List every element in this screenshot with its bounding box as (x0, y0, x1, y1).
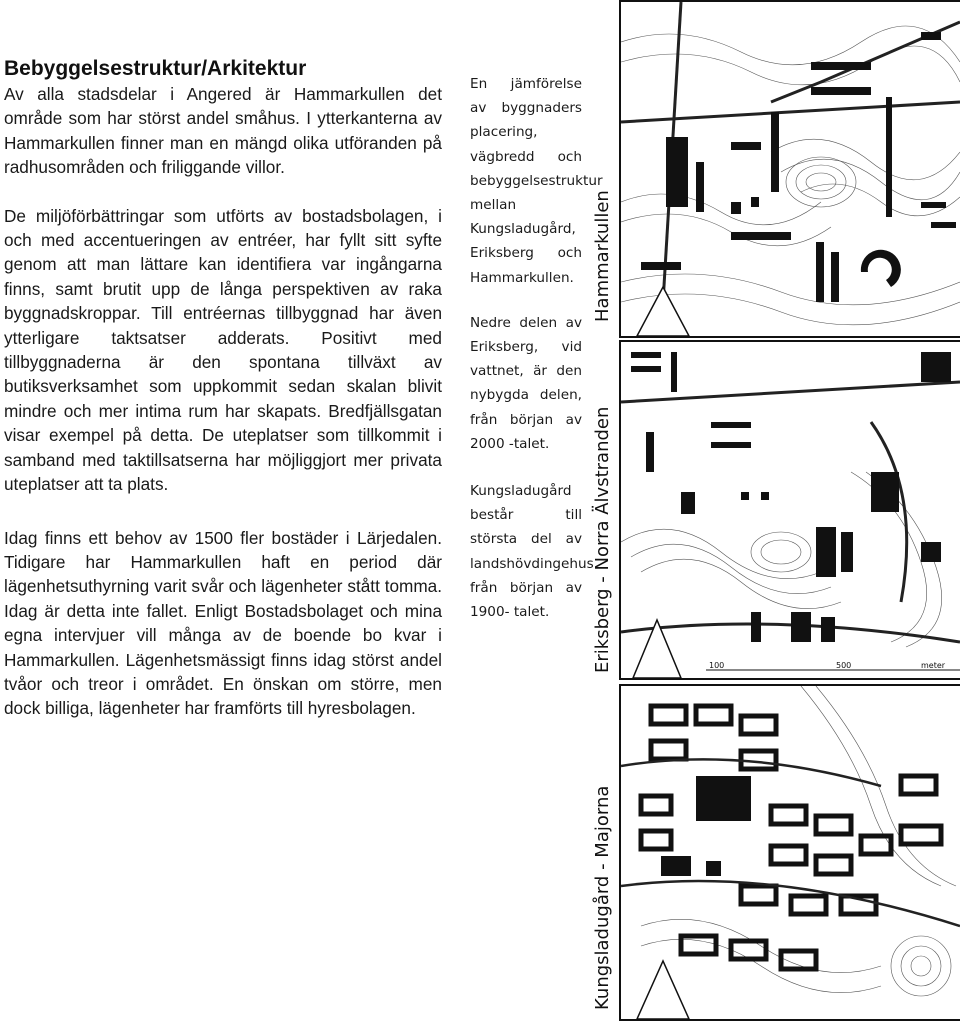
map-eriksberg (619, 340, 960, 680)
main-text-column (4, 56, 442, 721)
page-heading: Bebyggelsestruktur/Arkitektur (4, 57, 307, 80)
map-label-hammarkullen: Hammarkullen (592, 190, 613, 322)
map-kungsladugard (619, 684, 960, 1021)
map-label-kungsladugard: Kungsladugård - Majorna (592, 785, 613, 1010)
map-hammarkullen (619, 0, 960, 338)
paragraph-intro: Av alla stadsdelar i Angered är Hammarkullen det område som har störst andel småhus. I ytterkanterna av Hammarkullen finner man en mängd olika utföranden på radhusområden och friliggande villor. (4, 84, 442, 178)
map-label-eriksberg: Eriksberg - Norra Älvstranden (592, 406, 613, 673)
scale-tick-500: 500 (836, 661, 852, 670)
paragraph-improvements: De miljöförbättringar som utförts av bostadsbolagen, i och med accentueringen av entréer, har fyllt sitt syfte genom att man lättare kan identifiera var ingångarna finns, samt brutit upp de långa perspektiven av raka byggnadskroppar. Till entréernas tillbyggnad har även ytterligare taktsatser adderats. Positivt med tillbyggnaderna är den spontana tillväxt av butiksverksamhet som uppkommit sedan skalan blivit mindre och mer intima rum har skapats. Bredfjällsgatan visar exempel på detta. De uteplatser som tillkommit i samband med taktillsatserna har möjliggjort mer privata uteplatser att ta plats. (4, 205, 442, 495)
scale-unit: meter (921, 661, 946, 670)
paragraph-housing-need: Idag finns ett behov av 1500 fler bostäder i Lärjedalen. Tidigare har Hammarkullen haft en period där lägenhetsuthyrning varit svår och lägenheter stått tomma. Idag är detta inte fallet. Enligt Bostadsbolaget och mina egna intervjuer vill många av de boende bo kvar i Hammarkullen. Lägenhetsmässigt finns idag störst andel tvåor och treor i området. En önskan om större, men dock billiga, lägenheter har framförts till hyresbolagen. (4, 527, 442, 719)
side-paragraph-eriksberg: Nedre delen av Eriksberg, vid vattnet, är den nybygda delen, från början av 2000 -talet. (470, 314, 582, 452)
scale-tick-100: 100 (709, 661, 725, 670)
side-text-column (470, 72, 603, 624)
side-paragraph-kungsladugard: Kungsladugård består till största del av landshövdingehus från början av 1900- talet. (470, 483, 594, 621)
side-paragraph-comparison: En jämförelse av byggnaders placering, vägbredd och bebyggelsestruktur mellan Kungsladugård, Eriksberg och Hammarkullen. (470, 76, 603, 286)
